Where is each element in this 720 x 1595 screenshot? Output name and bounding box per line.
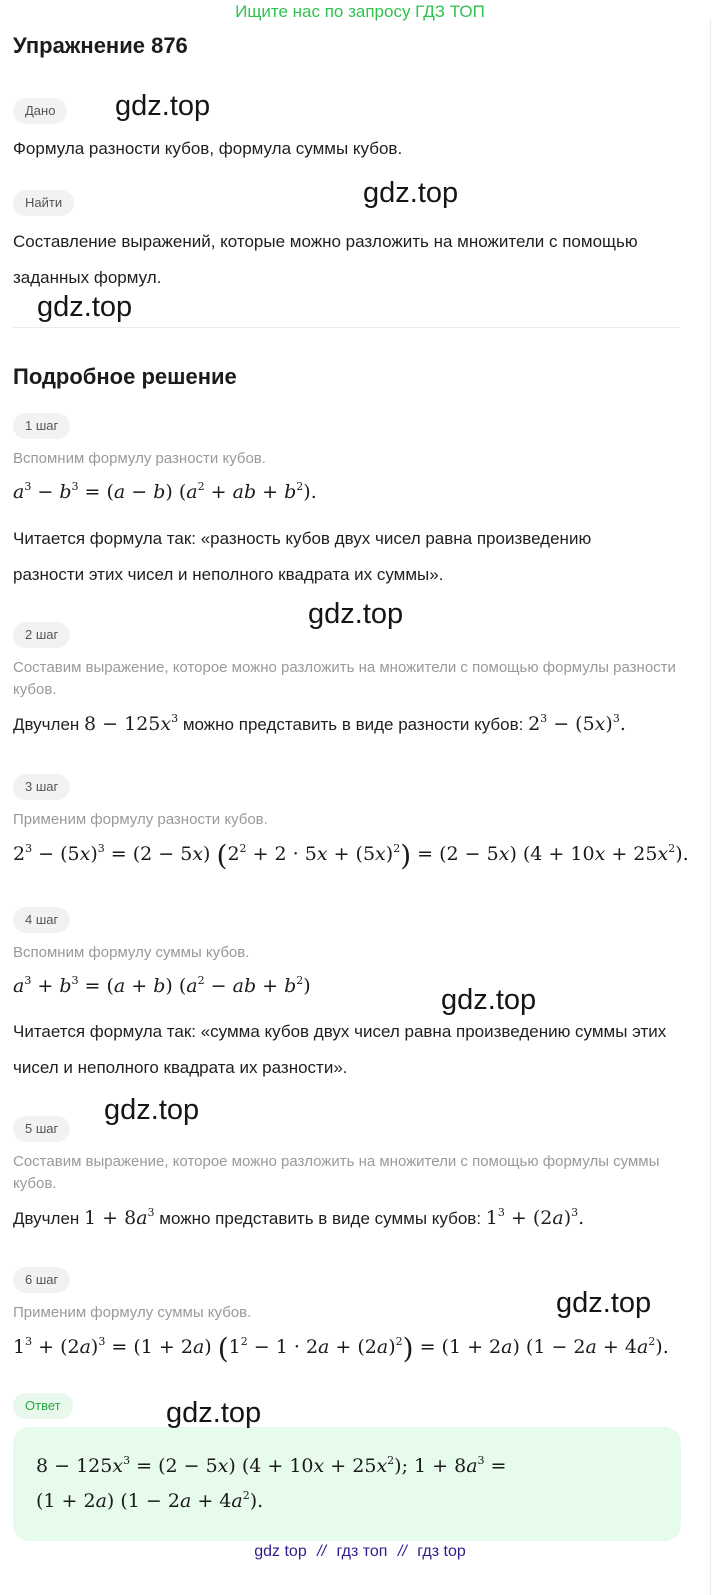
step-6-badge: 6 шаг [13, 1267, 70, 1293]
answer-line-2: (1 + 2a) $(1 - 2a + 4a^2)$. [36, 1489, 264, 1512]
footer-link-gdz-top[interactable]: gdz top [254, 1543, 307, 1560]
step-5-badge: 5 шаг [13, 1116, 70, 1142]
watermark: gdz.top [556, 1287, 652, 1319]
step-1-text: Читается формула так: «разность кубов двух чисел равна произведению разности этих чисел и неполного квадрата их суммы». [13, 529, 592, 584]
step-3-badge: 3 шаг [13, 774, 70, 800]
search-banner: Ищите нас по запросу ГДЗ ТОП [235, 2, 485, 21]
watermark: gdz.top [363, 177, 459, 209]
step-2-hint: Составим выражение, которое можно разложить на множители с помощью формулы разности кубов. [13, 659, 676, 698]
step-6-hint: Применим формулу суммы кубов. [13, 1304, 252, 1321]
footer-separator: // [317, 1543, 327, 1560]
step-6-equation: $1^3 + (2a)^3 = (1 + 2a) (1^2 - 1 \cdot 2a + (2a)^2) = (1 + 2a) (1 - 2a + 4a^2)$. [13, 1332, 669, 1365]
step-2-text-after: можно представить в виде разности кубов: [182, 715, 524, 734]
step-4-badge: 4 шаг [13, 907, 70, 933]
watermark: gdz.top [308, 598, 404, 630]
step-1-hint: Вспомним формулу разности кубов. [13, 450, 266, 467]
answer-badge: Ответ [13, 1393, 73, 1419]
watermark: gdz.top [441, 984, 537, 1016]
divider [13, 327, 680, 328]
solution-title: Подробное решение [13, 364, 237, 389]
step-2-text-before: Двучлен [13, 715, 80, 734]
sum-of-cubes-formula: $a^3 + b^3 = (a + b) (a^2$ − ab + $b^2$) [13, 974, 311, 997]
watermark: gdz.top [37, 291, 133, 323]
page-title: Упражнение 876 [13, 33, 188, 58]
footer-link-gdz-top-mixed[interactable]: гдз top [417, 1543, 466, 1560]
step-3-equation: $2^3 - (5x)^3 = (2 - 5x) (2^2 + 2 \cdot 5x + (5x)^2) = (2 - 5x) (4 + 10x + 25x^2)$. [13, 839, 689, 872]
find-badge: Найти [13, 190, 74, 216]
watermark: gdz.top [166, 1397, 262, 1429]
footer-link-gdz-top-ru[interactable]: гдз топ [336, 1543, 388, 1560]
watermark: gdz.top [104, 1094, 200, 1126]
find-text: Составление выражений, которые можно разложить на множители с помощью заданных формул. [13, 232, 638, 287]
step-2-badge: 2 шаг [13, 622, 70, 648]
given-text: Формула разности кубов, формула суммы кубов. [13, 139, 403, 158]
watermark: gdz.top [115, 90, 211, 122]
step-4-hint: Вспомним формулу суммы кубов. [13, 944, 250, 961]
step-5-text: Двучлен $1 + 8a^3$ можно представить в виде суммы кубов: $1^3 + (2a)^3$. [13, 1206, 585, 1229]
step-4-text: Читается формула так: «сумма кубов двух чисел равна произведению суммы этих чисел и неполного квадрата их разности». [13, 1022, 667, 1077]
answer-box [13, 1427, 681, 1541]
given-badge: Дано [13, 98, 67, 124]
step-5-hint: Составим выражение, которое можно разложить на множители с помощью формулы суммы кубов. [13, 1153, 660, 1192]
footer-separator: // [397, 1543, 407, 1560]
answer-line-1: $8 - 125x^3 = (2 - 5x) (4 + 10x + 25x^2)$; $1 + 8a^3$ = [36, 1454, 507, 1477]
step-5-text-before: Двучлен [13, 1209, 80, 1228]
step-1-badge: 1 шаг [13, 413, 70, 439]
footer-links [0, 1543, 720, 1561]
step-3-hint: Применим формулу разности кубов. [13, 811, 268, 828]
step-5-text-after: можно представить в виде суммы кубов: [159, 1209, 482, 1228]
step-2-text: Двучлен $8 - 125x^3$ можно представить в виде разности кубов: $2^3 - (5x)^3$. [13, 712, 626, 735]
page-border [710, 18, 711, 1595]
difference-of-cubes-formula: $a^3 - b^3 = (a - b) (a^2$ + ab + $b^2$). [13, 480, 317, 503]
